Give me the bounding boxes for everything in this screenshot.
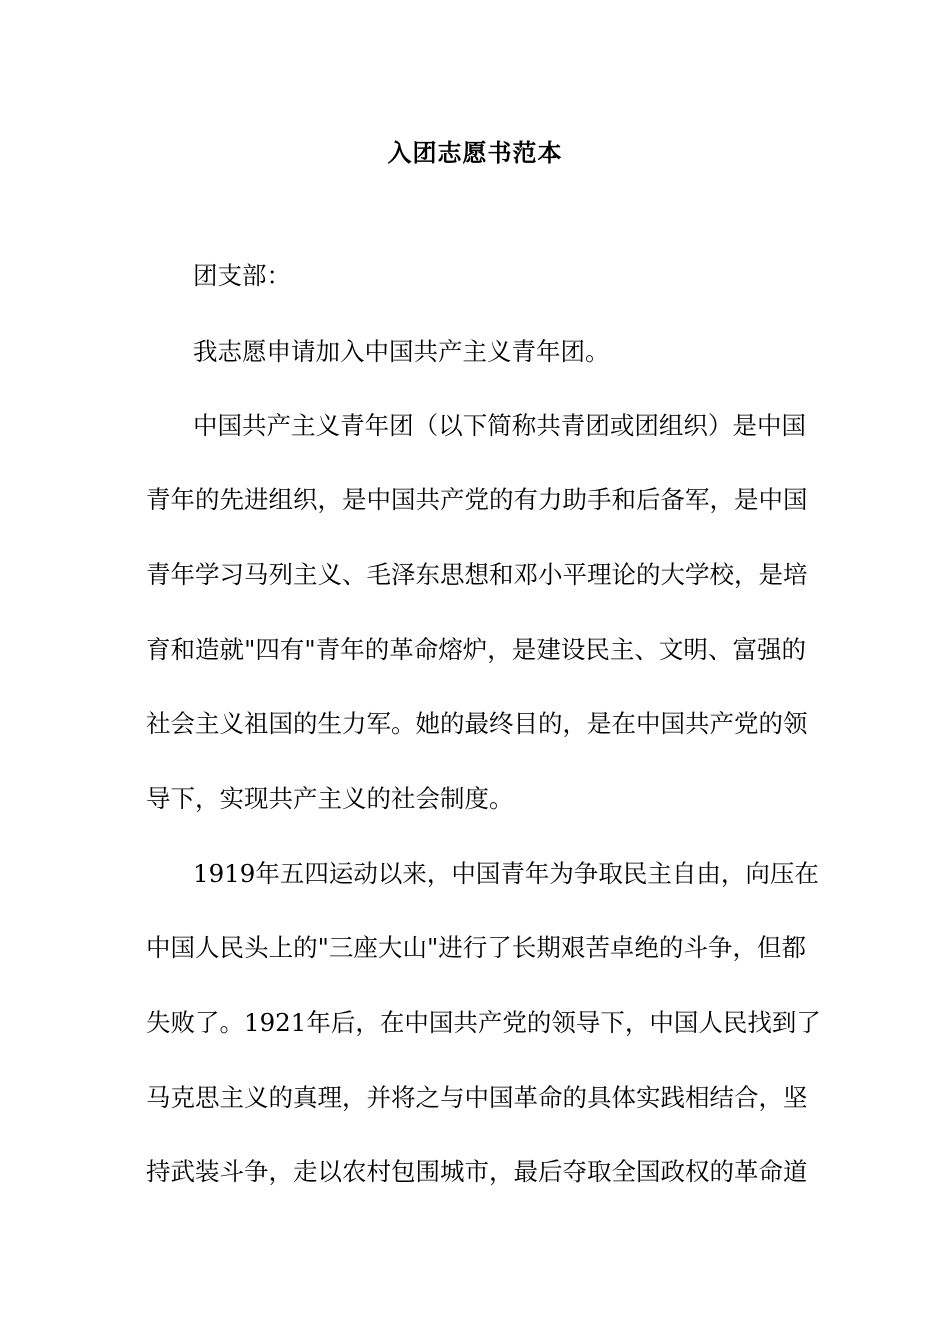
paragraph-line: 青年学习马列主义、毛泽东思想和邓小平理论的大学校，是培 bbox=[146, 560, 808, 589]
paragraph-line: 持武装斗争，走以农村包围城市，最后夺取全国政权的革命道 bbox=[146, 1157, 808, 1186]
paragraph-line: 中国共产主义青年团（以下简称共青团或团组织）是中国 bbox=[193, 411, 806, 440]
paragraph-line: 中国人民头上的"三座大山"进行了长期艰苦卓绝的斗争，但都 bbox=[146, 933, 806, 962]
paragraph-line: 1919年五四运动以来，中国青年为争取民主自由，向压在 bbox=[193, 859, 819, 888]
paragraph-line: 导下，实现共产主义的社会制度。 bbox=[146, 784, 514, 813]
paragraph-line: 马克思主义的真理，并将之与中国革命的具体实践相结合，坚 bbox=[146, 1083, 808, 1112]
document-title: 入团志愿书范本 bbox=[387, 139, 563, 167]
paragraph-line: 我志愿申请加入中国共产主义青年团。 bbox=[193, 337, 610, 366]
paragraph-line: 育和造就"四有"青年的革命熔炉，是建设民主、文明、富强的 bbox=[146, 635, 806, 664]
paragraph-line: 失败了。1921年后，在中国共产党的领导下，中国人民找到了 bbox=[146, 1008, 821, 1037]
salutation: 团支部： bbox=[193, 261, 291, 290]
paragraph-line: 社会主义祖国的生力军。她的最终目的，是在中国共产党的领 bbox=[146, 709, 808, 738]
paragraph-line: 青年的先进组织，是中国共产党的有力助手和后备军，是中国 bbox=[146, 485, 808, 514]
